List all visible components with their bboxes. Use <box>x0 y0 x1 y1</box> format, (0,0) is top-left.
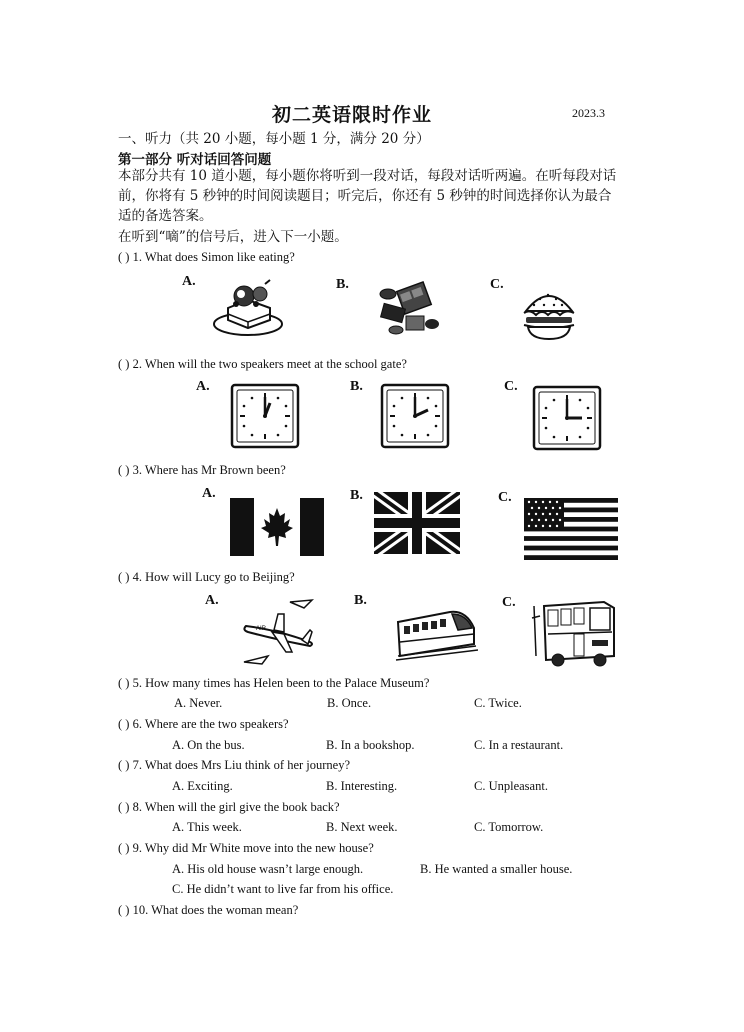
q9-option-a: A. His old house wasn’t large enough. <box>172 862 364 876</box>
q2-option-b-label: B. <box>350 379 363 394</box>
intro-line-3: 适的备选答案。 <box>118 208 213 224</box>
section-heading: 一、听力（共 20 小题，每小题 1 分，满分 20 分） <box>118 131 430 147</box>
intro-line-1: 本部分共有 10 道小题，每小题你将听到一段对话，每段对话听两遍。在听每段对话 <box>118 168 617 184</box>
part-heading: 第一部分 听对话回答问题 <box>118 152 272 168</box>
q3-option-a-label: A. <box>202 486 216 501</box>
chocolate-icon <box>376 280 442 338</box>
plane-icon <box>238 596 318 668</box>
q8-option-c: C. Tomorrow. <box>474 820 544 834</box>
clock-12-icon <box>230 383 300 449</box>
q2-option-c-label: C. <box>504 379 518 394</box>
q7-option-a: A. Exciting. <box>172 779 233 793</box>
q9-option-b: B. He wanted a smaller house. <box>420 862 573 876</box>
q7-option-c: C. Unpleasant. <box>474 779 548 793</box>
q9-option-c: C. He didn’t want to live far from his office. <box>172 882 394 896</box>
question-10: ( ) 10. What does the woman mean? <box>118 903 299 917</box>
question-5: ( ) 5. How many times has Helen been to the Palace Museum? <box>118 676 430 690</box>
uk-flag-icon <box>374 492 460 554</box>
q3-option-b-label: B. <box>350 488 363 503</box>
q8-option-b: B. Next week. <box>326 820 398 834</box>
q8-option-a: A. This week. <box>172 820 242 834</box>
intro-line-4: 在听到“嘀”的信号后，进入下一小题。 <box>118 229 348 245</box>
question-1: ( ) 1. What does Simon like eating? <box>118 250 295 264</box>
question-3: ( ) 3. Where has Mr Brown been? <box>118 463 286 477</box>
q5-option-c: C. Twice. <box>474 696 522 710</box>
cake-icon <box>210 278 286 338</box>
page-title: 初二英语限时作业 <box>272 104 433 126</box>
clock-2-icon <box>380 383 450 449</box>
q4-option-a-label: A. <box>205 593 219 608</box>
q6-option-c: C. In a restaurant. <box>474 738 564 752</box>
train-icon <box>394 600 478 664</box>
usa-flag-icon <box>524 498 618 560</box>
bus-icon <box>530 598 618 668</box>
q4-option-c-label: C. <box>502 595 516 610</box>
canada-flag-icon <box>230 498 324 556</box>
q1-option-b-label: B. <box>336 277 349 292</box>
date-label: 2023.3 <box>572 106 605 120</box>
q2-option-a-label: A. <box>196 379 210 394</box>
question-9: ( ) 9. Why did Mr White move into the new house? <box>118 841 374 855</box>
hamburger-icon <box>520 285 578 343</box>
svg-text:AIR: AIR <box>256 626 267 632</box>
q5-option-a: A. Never. <box>174 696 223 710</box>
intro-line-2: 前，你将有 5 秒钟的时间阅读题目；听完后，你还有 5 秒钟的时间选择你认为最合 <box>118 188 612 204</box>
q1-option-c-label: C. <box>490 277 504 292</box>
question-8: ( ) 8. When will the girl give the book back? <box>118 800 340 814</box>
q5-option-b: B. Once. <box>327 696 372 710</box>
q1-option-a-label: A. <box>182 274 196 289</box>
question-6: ( ) 6. Where are the two speakers? <box>118 717 289 731</box>
q3-option-c-label: C. <box>498 490 512 505</box>
question-2: ( ) 2. When will the two speakers meet at the school gate? <box>118 357 407 371</box>
q6-option-a: A. On the bus. <box>172 738 245 752</box>
q7-option-b: B. Interesting. <box>326 779 398 793</box>
q4-option-b-label: B. <box>354 593 367 608</box>
question-7: ( ) 7. What does Mrs Liu think of her journey? <box>118 758 351 772</box>
q6-option-b: B. In a bookshop. <box>326 738 415 752</box>
clock-3-icon <box>532 385 602 451</box>
question-4: ( ) 4. How will Lucy go to Beijing? <box>118 570 295 584</box>
